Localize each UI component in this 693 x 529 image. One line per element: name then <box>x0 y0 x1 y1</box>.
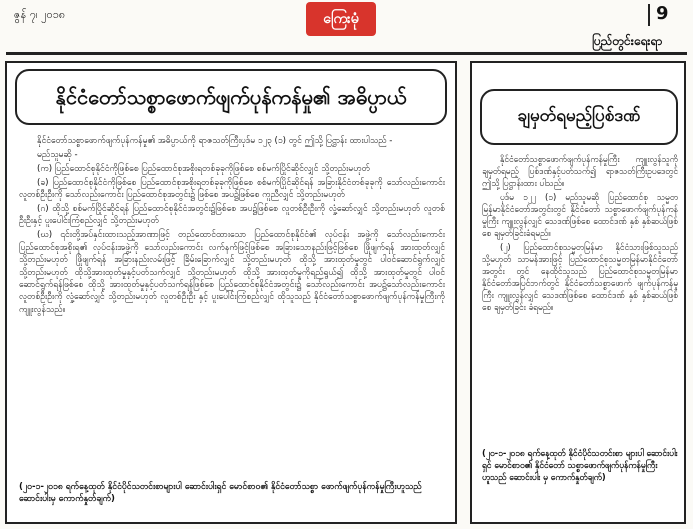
right-article-title: ချမှတ်ရမည့်ပြစ်ဒဏ် <box>480 89 678 145</box>
section-label: ပြည်တွင်းရေးရာ <box>592 34 663 48</box>
paragraph: နိုင်ငံတော်သစ္စာဖောက်ဖျက်ပုန်ကန်မှု၏ အဓိပ္ပာယ်ကို ရာဇသတ်ကြီးပုဒ်မ ၁၂၃ (၁) တွင် ဤသို့ ပြဋ္ဌာန်း ထားပါသည် - <box>37 136 393 146</box>
issue-date: ဇွန် ၇၊ ၂၀၁၈ <box>14 8 66 21</box>
header-rule <box>6 52 687 55</box>
paragraph: ပုဒ်မ ၁၂၂ (၁) မည်သူမဆို ပြည်ထောင်စု သမ္မတမြန်မာနိုင်ငံတော်အတွင်းတွင် နိုင်ငံတော် သစ္စာဖောက်ဖျက်ပုန်ကန်မှုကြီး ကျူးလွန်လျှင် သေဒဏ်ဖြစ်စေ ထောင်ဒဏ် နှစ် နှစ်ဆယ်ဖြစ်စေ ချမှတ်ခြင်းခံရမည်။ <box>482 191 678 239</box>
paragraph: (ခ) ပြည်ထောင်စုနိုင်ငံကိုဖြစ်စေ ပြည်ထောင်စုအစိုးရတစ်ခုခုကိုဖြစ်စေ စစ်မက်ပြိုင်ဆိုင်ရန် အခြားနိုင်ငံတစ်ခုခုကို သော်လည်းကောင်း လူတစ်ဦးဦးကို သော်လည်းကောင်း ပြည်ထောင်စုအတွင်း၌ ဖြစ်စေ အပ၌ဖြစ်စေ ကူညီလျှင် သို့တည်းမဟုတ် <box>19 177 445 201</box>
right-article <box>470 61 686 524</box>
left-article <box>5 61 457 524</box>
paragraph: (ဂ) ထိုသို့ စစ်မက်ပြိုင်ဆိုင်ရန် ပြည်ထောင်စုနိုင်ငံအတွင်း၌ဖြစ်စေ အပ၌ဖြစ်စေ လူတစ်ဦးဦးကို လှုံ့ဆော်လျှင် သို့တည်းမဟုတ် လူတစ်ဦးဦးနှင့် ပူးပေါင်းကြံစည်လျှင် သို့တည်းမဟုတ် <box>19 204 445 227</box>
paragraph: (ဃ) ၎င်းတို့အပ်နှင်းထားသည့်အာဏာဖြင့် တည်ထောင်ထားသော ပြည်ထောင်စုနိုင်ငံ၏ လုပ်ငန်း အဖွဲ့ကို သော်လည်းကောင်း ပြည်ထောင်စုအစိုးရ၏ လုပ်ငန်းအဖွဲ့ကို သော်လည်းကောင်း လက်နက်ဖြင့်ဖြစ်စေ အခြားသောနည်းဖြင့်ဖြစ်စေ ဖြိုဖျက်ရန် အားထုတ်လျှင် သို့တည်းမဟုတ် ဖြိုဖျက်ရန် အခြားနည်းလမ်းဖြင့် ခြိမ်းခြောက်လျှင် သို့တည်းမဟုတ် ထိုသို့ အားထုတ်မှုတွင် ပါဝင်ဆောင်ရွက်လျှင် သို့တည်းမဟုတ် ထိုသို့အားထုတ်မှုနှင့်ပတ်သက်လျှင် သို့တည်းမဟုတ် ထိုသို့ အားထုတ်မှုကိုရည်ရွယ်၍ ထိုသို့ အားထုတ်မှုတွင် ပါဝင်ဆောင်ရွက်ရန်ဖြစ်စေ ထိုသို့ အားထုတ်မှုနှင့်ပတ်သက်ရန်ဖြစ်စေ ပြည်ထောင်စုနိုင်ငံအတွင်း၌ သော်လည်းကောင်း အပ၌သော်လည်းကောင်း လူတစ်ဦးဦးကို လှုံ့ဆော်လျှင် သို့တည်းမဟုတ် လူတစ်ဦးဦး နှင့် ပူးပေါင်းကြံစည်လျှင် ထိုသူသည် နိုင်ငံတော်သစ္စာဖောက်ဖျက်ပုန်ကန်မှုကြီးကို ကျူးလွန်သည်။ <box>19 230 445 315</box>
paragraph: နိုင်ငံတော်သစ္စာဖောက်ဖျက်ပုန်ကန်မှုကြီး ကျူးလွန်သူကို ချမှတ်ရမည့် ပြစ်ဒဏ်နှင့်ပတ်သက်၍ ရာဇသတ်ကြီးဥပဒေတွင် ဤသို့ ပြဋ္ဌာန်းထား ပါသည်။ <box>482 154 678 189</box>
left-article-source: (၂၀-၁-၂၀၁၈ ရက်နေ့ထုတ် နိုင်ငံပိုင်သတင်းစာများပါ ဆောင်းပါးရှင် မောင်စာဝ၏ နိုင်ငံတော်သစ္စာ ဖောက်ဖျက်ပုန်ကန်မှုကြီးဟူသည် ဆောင်းပါးမှ ကောက်နှုတ်ချက်) <box>19 482 422 505</box>
page-header <box>0 0 693 56</box>
left-article-title: နိုင်ငံတော်သစ္စာဖောက်ဖျက်ပုန်ကန်မှု၏ အဓိပ္ပာယ် <box>15 69 447 125</box>
masthead-logo: ကြေးမုံ <box>306 2 376 36</box>
right-article-source: (၂၀-၁-၂၀၁၈ ရက်နေ့ထုတ် နိုင်ငံပိုင်သတင်းစာ များပါ ဆောင်းပါးရှင် မောင်စာဝ၏ နိုင်ငံတော် သစ္စာဖောက်ဖျက်ပုန်ကန်မှုကြီးဟူသည် ဆောင်းပါး မှ ကောက်နှုတ်ချက်) <box>482 448 678 483</box>
page-number: 9 <box>656 3 669 24</box>
paragraph: (၂) ပြည်ထောင်စုသမ္မတမြန်မာ နိုင်ငံသားဖြစ်သူသည် သို့မဟုတ် သာမန်အားဖြင့် ပြည်ထောင်စုသမ္မတမြန်မာနိုင်ငံတော်အတွင်း တွင် နေထိုင်သူသည် ပြည်ထောင်စုသမ္မတမြန်မာ နိုင်ငံတော်အပြင်ဘက်တွင် နိုင်ငံတော်သစ္စာဖောက် ဖျက်ပုန်ကန်မှုကြီး ကျူးလွန်လျှင် သေဒဏ်ဖြစ်စေ ထောင်ဒဏ် နှစ် နှစ်ဆယ်ဖြစ်စေ ချမှတ်ခြင်း ခံရမည်။ <box>482 241 678 313</box>
left-article-body <box>19 135 445 318</box>
paragraph: မည်သူမဆို - <box>37 149 78 160</box>
right-article-body <box>482 153 678 315</box>
paragraph: (က) ပြည်ထောင်စုနိုင်ငံကိုဖြစ်စေ ပြည်ထောင်စုအစိုးရတစ်ခုခုကိုဖြစ်စေ စစ်မက်ပြိုင်ဆိုင်လျှင် သို့တည်းမဟုတ် <box>37 163 370 174</box>
page-divider <box>648 4 650 26</box>
